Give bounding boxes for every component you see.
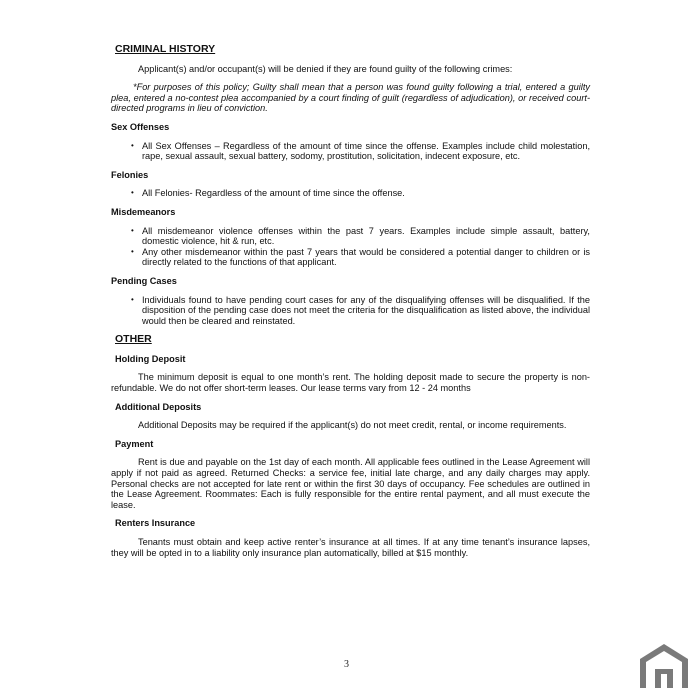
criminal-history-intro: Applicant(s) and/or occupant(s) will be denied if they are found guilty of the following crimes:: [138, 63, 513, 74]
holding-deposit-text: The minimum deposit is equal to one month’s rent. The holding deposit made to secure the property is non- refundable. We do not offer short-term leases. Our lease terms vary from 12 - 24 months: [111, 372, 590, 394]
list-item: [111, 295, 590, 327]
bullet-icon: •: [131, 225, 134, 235]
list-item-text: Any other misdemeanor within the past 7 years that would be considered a potential danger to children or is directly related to the functions of that applicant.: [142, 246, 590, 268]
pending-cases-list: [111, 295, 590, 327]
sex-offenses-heading: Sex Offenses: [111, 121, 170, 132]
payment-heading: Payment: [115, 438, 154, 449]
page-number: 3: [344, 659, 349, 670]
felonies-list: [111, 188, 590, 199]
payment-text: Rent is due and payable on the 1st day of each month. All applicable fees outlined in the Lease Agreement will apply if not paid as agreed. Returned Checks: a service fee, initial late charge, and any daily charges may apply. Personal checks are not accepted for late rent or within the first 30 days of occupancy. Fee schedules are outlined in the Lease Agreement. Roommates: Each is fully responsible for the entire rental payment, and all must execute the lease.: [111, 457, 590, 510]
guilty-definition-note: *For purposes of this policy; Guilty shall mean that a person was found guilty following a trial, entered a guilty plea, entered a no-contest plea accompanied by a court finding of guilt (regardless of adjudication), or received court-directed programs in lieu of conviction.: [111, 82, 590, 114]
house-outline-icon: [638, 641, 690, 689]
document-content: [111, 44, 590, 566]
bullet-icon: •: [131, 246, 134, 256]
list-item: [111, 226, 590, 247]
other-heading: OTHER: [115, 333, 152, 346]
additional-deposits-text: Additional Deposits may be required if the applicant(s) do not meet credit, rental, or income requirements.: [138, 420, 567, 431]
list-item-text: Individuals found to have pending court cases for any of the disqualifying offenses will be disqualified. If the disposition of the pending case does not meet the criteria for the disqualification as listed above, the individual would then be cleared and reinstated.: [142, 294, 590, 326]
list-item: [111, 247, 590, 268]
list-item-text: All Sex Offenses – Regardless of the amount of time since the offense. Examples include child molestation, rape, sexual assault, sexual battery, sodomy, prostitution, solicitation, indecent exposure, etc.: [142, 140, 590, 162]
misdemeanors-list: [111, 226, 590, 268]
list-item-text: All misdemeanor violence offenses within the past 7 years. Examples include simple assault, battery, domestic violence, hit & run, etc.: [142, 225, 590, 247]
renters-insurance-text: Tenants must obtain and keep active renter’s insurance at all times. If at any time tenant’s insurance lapses, they will be opted in to a liability only insurance plan automatically, billed at $15 monthly.: [111, 537, 590, 558]
additional-deposits-heading: Additional Deposits: [115, 401, 202, 412]
criminal-history-heading: CRIMINAL HISTORY: [115, 43, 216, 55]
bullet-icon: •: [131, 140, 134, 150]
bullet-icon: •: [131, 294, 134, 304]
holding-deposit-heading: Holding Deposit: [115, 353, 186, 364]
bullet-icon: •: [131, 188, 134, 198]
misdemeanors-heading: Misdemeanors: [111, 206, 176, 217]
pending-cases-heading: Pending Cases: [111, 275, 177, 286]
list-item: [111, 188, 590, 199]
list-item-text: All Felonies- Regardless of the amount of time since the offense.: [142, 188, 405, 199]
list-item: [111, 141, 590, 162]
sex-offenses-list: [111, 141, 590, 162]
renters-insurance-heading: Renters Insurance: [115, 518, 196, 529]
felonies-heading: Felonies: [111, 169, 149, 180]
